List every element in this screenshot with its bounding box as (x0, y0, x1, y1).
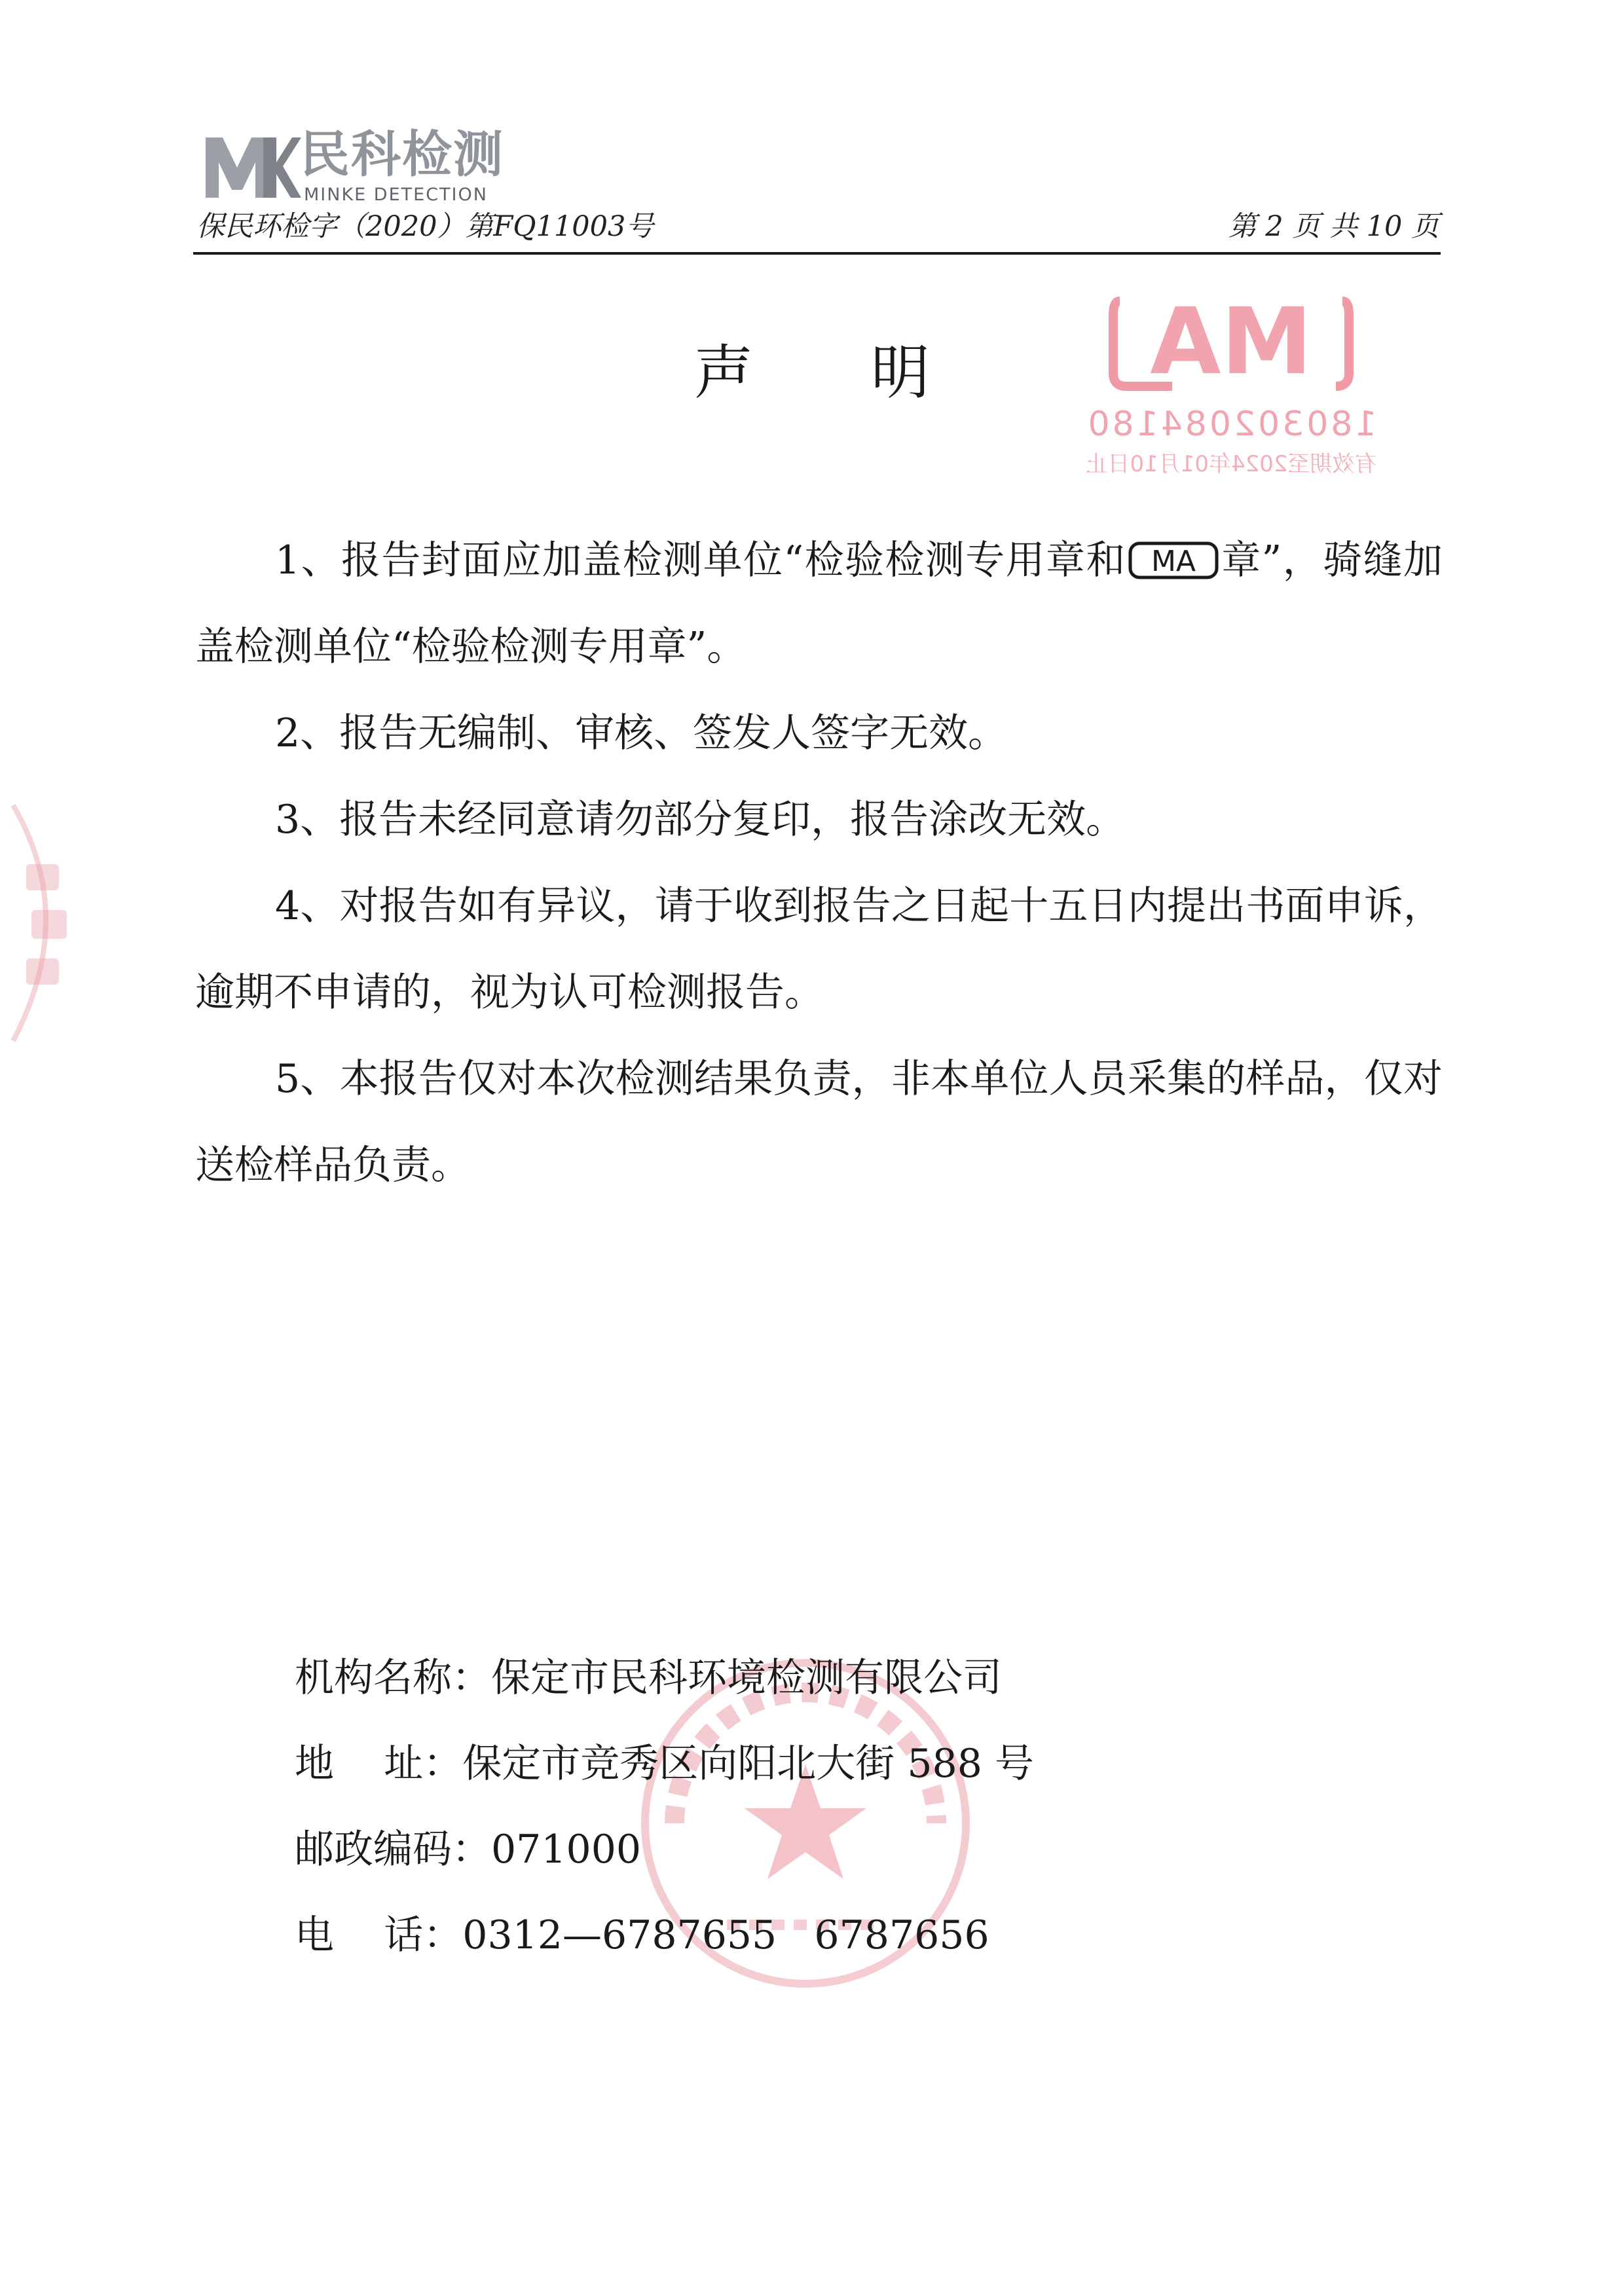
statement-item (195, 517, 1443, 690)
statement-1-text-end: 章”，骑缝加盖检测单位“检验检测专用章”。 (195, 538, 1443, 670)
phone-label: 电 话： (295, 1912, 463, 1958)
contact-row-phone (295, 1893, 1034, 1978)
cma-mark-icon (1128, 541, 1219, 580)
org-name-value: 保定市民科环境检测有限公司 (491, 1655, 1002, 1701)
seam-seal-stamp (0, 786, 92, 1061)
cma-stamp-number: 180302084180 (1085, 405, 1377, 444)
report-number: 保民环检字（2020）第FQ11003号 (196, 210, 654, 243)
statement-1-text: 1、报告封面应加盖检测单位“检验检测专用章和 (275, 538, 1126, 583)
phone-value: 0312—6787655 6787656 (462, 1912, 989, 1958)
postcode-label: 邮政编码： (295, 1827, 491, 1872)
statement-item: 3、报告未经同意请勿部分复印，报告涂改无效。 (275, 797, 1126, 843)
contact-info (295, 1635, 1034, 1978)
org-name-label: 机构名称： (295, 1655, 491, 1701)
logo-english-text: MINKE DETECTION (304, 185, 488, 205)
address-value: 保定市竞秀区向阳北大街 588 号 (462, 1741, 1034, 1787)
cma-inline-mark: MA (1151, 545, 1196, 578)
header-divider (193, 252, 1441, 255)
statement-item: 2、报告无编制、审核、签发人签字无效。 (275, 710, 1008, 756)
cma-stamp-mark: MA (1150, 289, 1312, 395)
statement-item: 4、对报告如有异议，请于收到报告之日起十五日内提出书面申诉，逾期不申请的，视为认可检测报告。 (195, 883, 1443, 1015)
contact-row-address (295, 1721, 1034, 1807)
statement-list (195, 517, 1443, 1209)
statement-item: 5、本报告仅对本次检测结果负责，非本单位人员采集的样品，仅对送检样品负责。 (195, 1056, 1443, 1188)
company-logo (203, 124, 511, 206)
page-indicator: 第 2 页 共 10 页 (1228, 210, 1439, 243)
mk-logo-icon (203, 124, 301, 206)
logo-chinese-text: 民科检测 (300, 125, 504, 183)
cma-stamp-note: 有效期至2024年01月10日止 (1085, 451, 1377, 477)
page-title: 声明 (694, 338, 1048, 407)
contact-row-name (295, 1635, 1034, 1721)
postcode-value: 071000 (491, 1827, 642, 1872)
address-label: 地 址： (295, 1741, 463, 1787)
contact-row-postcode (295, 1807, 1034, 1893)
